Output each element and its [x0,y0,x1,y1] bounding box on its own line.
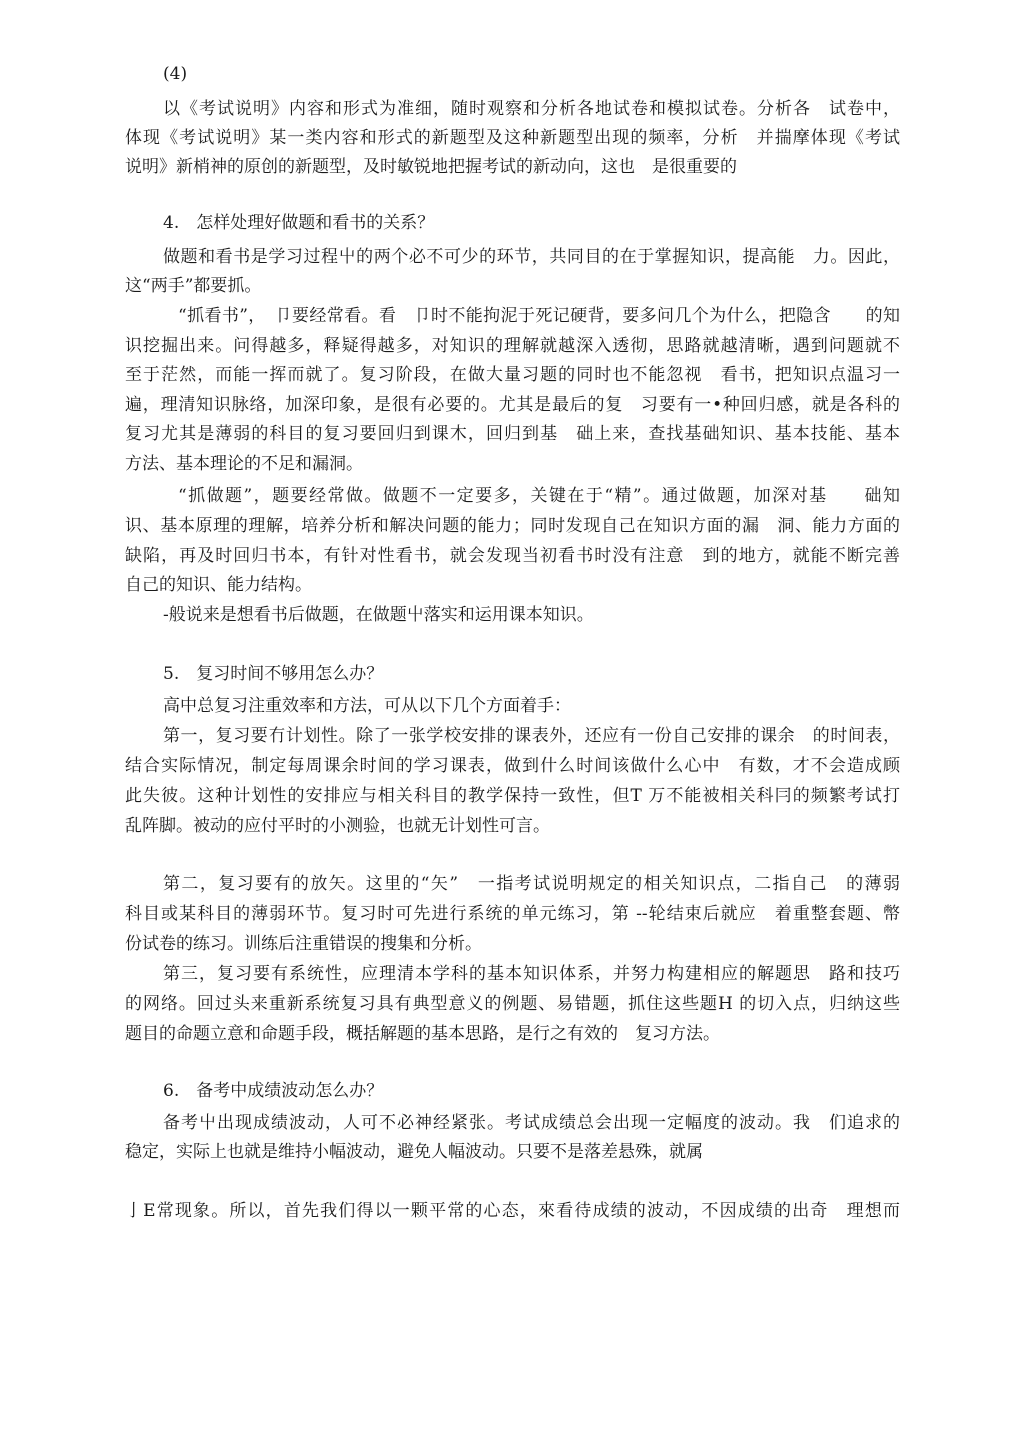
paragraph-line: 识挖掘出来。问得越多，释疑得越多，对知识的理解就越深入透彻，思路就越清晰，遇到问题就不 [125,336,900,356]
paragraph-line: 题目的命题立意和命题手段，概括解题的基本思路，是行之有效的 复习方法。 [125,1024,720,1044]
paragraph-line: 科目或某科目的薄弱环节。复习时可先进行系统的单元练习，第 --轮结束后就应 着重整套题、幣 [125,904,900,924]
heading-6: 6. 备考中成绩波动怎么办？ [163,1081,384,1101]
paragraph-line: 以《考试说明》内容和形式为准细，随时观察和分析各地试卷和模拟试卷。分析各 试卷中， [163,99,900,119]
paragraph-line: 方法、基本理论的不足和漏洞。 [125,454,363,474]
paragraph-line: 至于茫然，而能一挥而就了。复习阶段，在做大量习题的同时也不能忽视 看书，把知识点温习一 [125,365,900,385]
paragraph-line: “抓看书”， 卩要经常看。看 卩时不能拘泥于死记硬背，要多问几个为什么，把隐含 的知 [178,306,900,326]
paragraph-line: 结合实际情况，制定每周课余时间的学习课表，做到什么时间该做什么心中 有数，才不会造成顾 [125,756,900,776]
paragraph-line: 高中总复习注重效率和方法，可从以下几个方面着手： [163,696,571,716]
paragraph-line: 自己的知识、能力结构。 [125,575,312,595]
paragraph-line: 遍，理清知识脉络，加深印象，是很有必要的。尤其是最后的复 习要有一•种回归感，就是各科的 [125,395,900,415]
paragraph-line: 复习尤其是薄弱的科目的复习要回归到课木，回归到基 础上来，查找基础知识、基本技能、基本 [125,424,900,444]
paragraph-line: 第一，复习要冇计划性。除了一张学校安排的课表外，还应有一份自己安排的课余 的时间表， [163,726,900,746]
heading-4: 4. 怎样处理好做题和看书的关系？ [163,213,435,233]
paragraph-line: 第二，复习要有的放矢。这里的“矢” 一指考试说明规定的相关知识点，二指自己 的薄弱 [163,874,900,894]
paragraph-line: 此失彼。这种计划性的安排应与相关科目的教学保持一致性，但T 万不能被相关科冃的频繁考试打 [125,786,900,806]
heading-5: 5. 复习时间不够用怎么办？ [163,664,384,684]
paragraph-line: “抓做题”，题要经常做。做题不一定要多，关键在于“精”。通过做题，加深对基 础知 [178,486,900,506]
paragraph-line: 做题和看书是学习过程屮的两个必不可少的环节，共同目的在于掌握知识，提高能 力。因此， [163,247,900,267]
paragraph-line: 缺陷，再及时回归书本，有针对性看书，就会发现当初看书时没有注意 到的地方，就能不断完善 [125,546,900,566]
paragraph-line: 亅E常现象。所以，首先我们得以一颗平常的心态，來看待成绩的波动，不因成绩的出奇 理想而 [125,1201,900,1221]
paragraph-line: 备考屮出现成绩波动，人可不必神经紧张。考试成绩总会出现一定幅度的波动。我 们追求的 [163,1113,900,1133]
section-number-4: (4) [163,64,188,84]
paragraph-line: 这“两手”都要抓。 [125,276,262,296]
paragraph-line: 的网络。回过头来重新系统复习具有典型意义的例题、易错题，抓住这些题H 的切入点，归纳这些 [125,994,900,1014]
paragraph-line: 体现《考试说明》某一类内容和形式的新题型及这种新题型出现的频率，分析 并揣摩体现《考试 [125,128,900,148]
paragraph-line: 份试卷的练习。训练后注重错误的搜集和分析。 [125,934,482,954]
paragraph-line: 说明》新梢神的原创的新题型，及时敏锐地把握考试的新动向，这也 是很重要的 [125,157,737,177]
paragraph-line: -般说来是想看书后做题，在做题屮落实和运用课本知识。 [163,605,594,625]
paragraph-line: 识、基本原理的理解，培养分析和解决问题的能力；同时发现自己在知识方面的漏 洞、能力方面的 [125,516,900,536]
paragraph-line: 乱阵脚。被动的应付平时的小测验，也就无计划性可言。 [125,816,550,836]
paragraph-line: 稳定，实际上也就是维持小幅波动，避免人幅波动。只要不是落差悬殊，就属 [125,1142,703,1162]
paragraph-line: 第三，复习要有系统性，应理清本学科的基本知识体系，并努力构建相应的解题思 路和技巧 [163,964,900,984]
